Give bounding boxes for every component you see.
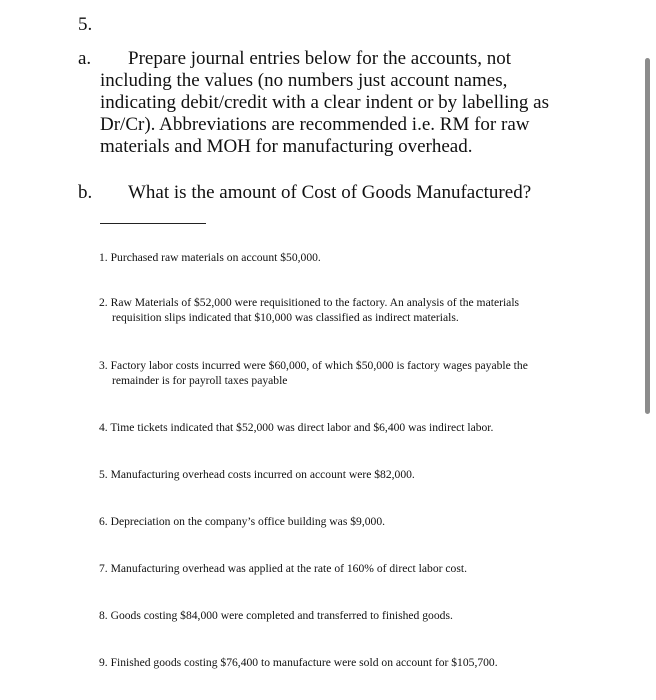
transaction-text: 2. Raw Materials of $52,000 were requisitioned to the factory. An analysis of the materials [99, 296, 520, 309]
vertical-scrollbar[interactable] [645, 58, 650, 414]
transaction-item-8 [99, 608, 579, 623]
part-b-text: What is the amount of Cost of Goods Manufactured? [128, 182, 532, 203]
transaction-text: 7. Manufacturing overhead was applied at the rate of 160% of direct labor cost. [99, 562, 467, 575]
transaction-item-5 [99, 467, 579, 482]
transaction-item-6 [99, 514, 579, 529]
transaction-text: 9. Finished goods costing $76,400 to manufacture were sold on account for $105,700. [99, 656, 498, 669]
transaction-text: 1. Purchased raw materials on account $50,000. [99, 251, 321, 264]
part-a [78, 48, 578, 158]
transaction-item-9 [99, 655, 579, 670]
transaction-text: 6. Depreciation on the company’s office building was $9,000. [99, 515, 386, 528]
part-a-letter: a. [78, 48, 92, 69]
answer-blank-line [100, 223, 206, 224]
question-number: 5. [78, 14, 93, 35]
part-a-text: Prepare journal entries below for the accounts, not including the values (no numbers just account names, indicating debit/credit with a clear indent or by labelling as Dr/Cr). Abbreviations are recommended i.e. RM for raw materials and MOH for manufacturing overhead. [100, 48, 549, 157]
transaction-text-continued: remainder is for payroll taxes payable [112, 374, 288, 387]
transaction-text: 4. Time tickets indicated that $52,000 was direct labor and $6,400 was indirect labor. [99, 421, 494, 434]
transaction-item-2 [99, 295, 579, 325]
transaction-item-4 [99, 420, 579, 435]
transaction-item-3 [99, 358, 579, 388]
transaction-text: 8. Goods costing $84,000 were completed and transferred to finished goods. [99, 609, 453, 622]
transaction-text: 3. Factory labor costs incurred were $60,000, of which $50,000 is factory wages payable the [99, 359, 528, 372]
transaction-text: 5. Manufacturing overhead costs incurred on account were $82,000. [99, 468, 415, 481]
transaction-text-continued: requisition slips indicated that $10,000 was classified as indirect materials. [112, 311, 459, 324]
part-b [78, 182, 578, 204]
transaction-item-7 [99, 561, 579, 576]
transaction-item-1 [99, 250, 579, 265]
part-b-letter: b. [78, 182, 93, 203]
